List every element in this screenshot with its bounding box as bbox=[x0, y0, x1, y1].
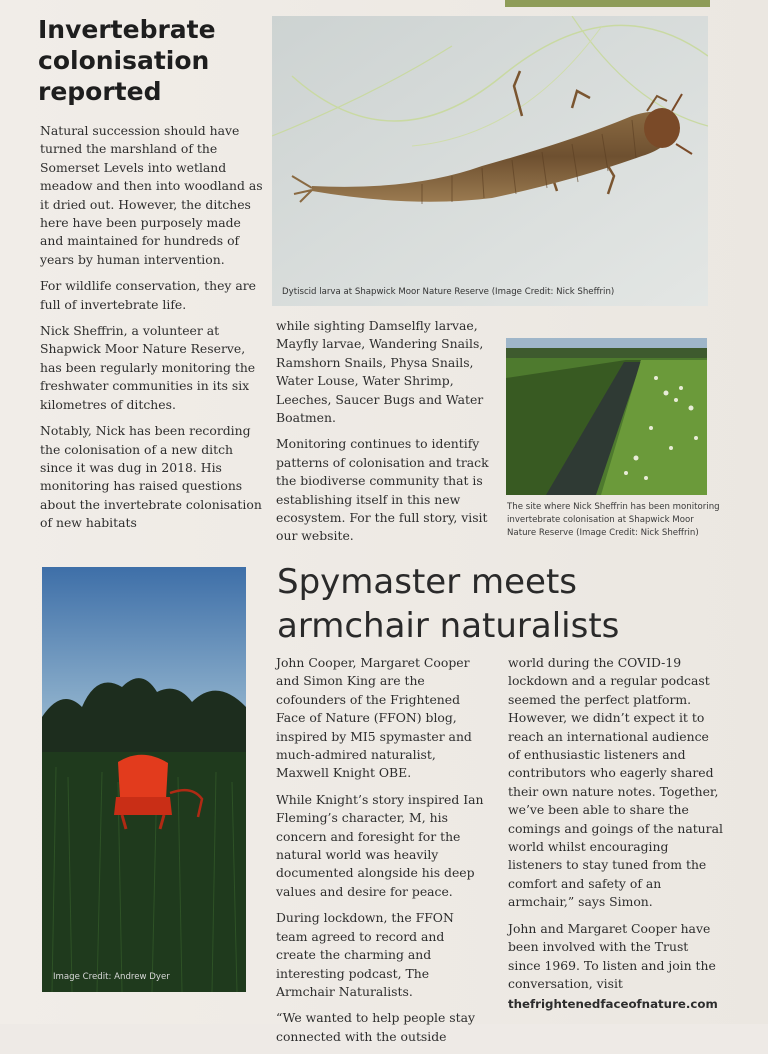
larva-photo bbox=[272, 16, 708, 306]
article2-column2 bbox=[508, 654, 723, 1014]
article1-paragraph: Notably, Nick has been recording the colonisation of a new ditch since it was dug in 2018. His monitoring has raised questions about the invertebrate colonisation of new habitats bbox=[40, 423, 262, 531]
chair-caption: Image Credit: Andrew Dyer bbox=[53, 972, 170, 982]
article2-paragraph: While Knight’s story inspired Ian Fleming’s character, M, his concern and foresight for the natural world was heavily documented alongside his deep values and desire for peace. bbox=[276, 791, 484, 899]
article1-paragraph: Nick Sheffrin, a volunteer at Shapwick Moor Nature Reserve, has been regularly monitoring the freshwater communities in its six kilometres of ditches. bbox=[40, 323, 256, 412]
article2-headline: Spymaster meets armchair naturalists bbox=[277, 562, 620, 646]
article1-headline: Invertebrate colonisation reported bbox=[38, 15, 216, 106]
article2-paragraph: “We wanted to help people stay connected with the outside bbox=[276, 1010, 475, 1044]
website-link[interactable]: thefrightenedfaceofnature.com bbox=[508, 997, 718, 1012]
larva-caption: Dytiscid larva at Shapwick Moor Nature Reserve (Image Credit: Nick Sheffrin) bbox=[282, 287, 615, 297]
article2-paragraph: John and Margaret Cooper have been involved with the Trust since 1969. To listen and join the conversation, visit bbox=[508, 920, 716, 991]
article1-paragraph: Monitoring continues to identify patterns of colonisation and track the biodiverse community that is establishing itself in this new ecosystem. For the full story, visit our website. bbox=[276, 436, 489, 544]
article2-column1 bbox=[276, 654, 488, 1054]
article1-paragraph: Natural succession should have turned the marshland of the Somerset Levels into wetland meadow and then into woodland as it dried out. However, the ditches here have been purposely made and maintained for hundreds of years by human intervention. bbox=[40, 123, 263, 267]
article1-paragraph: while sighting Damselfly larvae, Mayfly larvae, Wandering Snails, Ramshorn Snails, Physa Snails, Water Louse, Water Shrimp, Leeches, Saucer Bugs and Water Boatmen. bbox=[276, 318, 484, 426]
article2-paragraph: John Cooper, Margaret Cooper and Simon King are the cofounders of the Frightened Face of Nature (FFON) blog, inspired by MI5 spymaster and much-admired naturalist, Maxwell Knight OBE. bbox=[276, 655, 472, 781]
article2-paragraph: world during the COVID-19 lockdown and a regular podcast seemed the perfect platform. However, we didn’t expect it to reach an international audience of enthusiastic listeners and contributors who eagerly shared their own nature notes. Together, we’ve been able to share the comings and goings of the natural world whilst encouraging listeners to stay tuned from the comfort and safety of an armchair,” says Simon. bbox=[508, 655, 723, 910]
article2-paragraph: During lockdown, the FFON team agreed to record and create the charming and interesting podcast, The Armchair Naturalists. bbox=[276, 910, 454, 999]
chair-photo bbox=[42, 567, 246, 992]
ditch-caption: The site where Nick Sheffrin has been monitoring invertebrate colonisation at Shapwick Moor Nature Reserve (Image Credit: Nick Sheffrin) bbox=[507, 502, 720, 538]
article1-paragraph: For wildlife conservation, they are full of invertebrate life. bbox=[40, 278, 257, 312]
ditch-photo bbox=[506, 338, 707, 495]
article1-column2 bbox=[276, 317, 498, 554]
article1-column1 bbox=[40, 122, 265, 541]
top-accent-bar bbox=[505, 0, 710, 7]
